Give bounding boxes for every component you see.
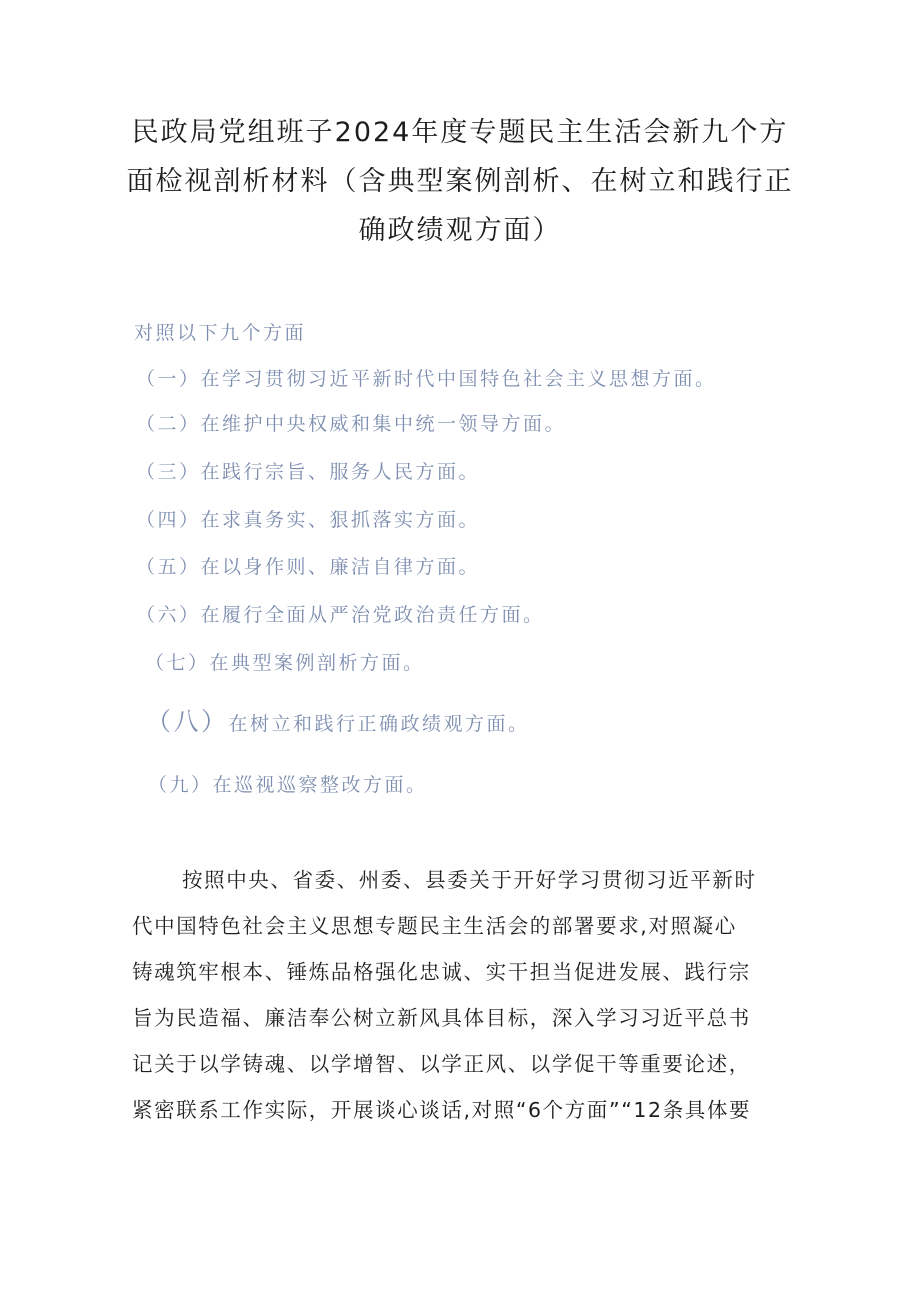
aspect-text: 在维护中央权威和集中统一领导方面。 <box>200 413 567 435</box>
body-line-2: 代中国特色社会主义思想专题民主生活会的部署要求,对照凝心 <box>132 914 737 938</box>
body-line-3: 铸魂筑牢根本、锤炼品格强化忠诚、实干担当促进发展、践行宗 <box>132 960 751 984</box>
body-line-1: 按照中央、省委、州委、县委关于开好学习贯彻习近平新时 <box>182 868 757 892</box>
aspect-item-5 <box>136 552 480 579</box>
title-line-2: 面检视剖析材料（含典型案例剖析、在树立和践行正 <box>126 166 794 197</box>
aspects-heading: 对照以下九个方面 <box>134 322 307 344</box>
title-line-3: 确政绩观方面） <box>358 215 562 246</box>
aspect-text: 在典型案例剖析方面。 <box>209 652 425 674</box>
body-line-5: 记关于以学铸魂、以学增智、以学正风、以学促干等重要论述， <box>132 1052 751 1076</box>
aspect-number: （二） <box>136 413 201 435</box>
body-line-4: 旨为民造福、廉洁奉公树立新风具体目标，深入学习习近平总书 <box>132 1006 751 1030</box>
aspect-item-9 <box>148 770 428 797</box>
aspect-number: （一） <box>136 368 201 390</box>
aspect-number: （三） <box>136 461 201 483</box>
aspect-item-4 <box>136 505 480 532</box>
aspect-item-1 <box>136 364 717 391</box>
aspect-item-8 <box>146 702 530 738</box>
aspect-item-2 <box>136 409 566 436</box>
aspect-text: 在践行宗旨、服务人民方面。 <box>200 461 481 483</box>
aspect-number: （六） <box>136 604 201 626</box>
aspect-item-3 <box>136 457 480 484</box>
body-paragraph <box>132 857 792 1133</box>
aspect-text: 在求真务实、狠抓落实方面。 <box>200 509 481 531</box>
aspect-text: 在树立和践行正确政绩观方面。 <box>228 713 530 735</box>
aspect-text: 在履行全面从严治党政治责任方面。 <box>200 604 545 626</box>
aspect-text: 在学习贯彻习近平新时代中国特色社会主义思想方面。 <box>200 368 717 390</box>
aspect-number: （七） <box>145 652 210 674</box>
aspect-item-6 <box>136 600 545 627</box>
aspect-text: 在巡视巡察整改方面。 <box>212 774 428 796</box>
aspect-item-7 <box>145 648 425 675</box>
aspect-number: （八） <box>146 707 229 736</box>
aspect-text: 在以身作则、廉洁自律方面。 <box>200 556 481 578</box>
title-line-1: 民政局党组班子2024年度专题民主生活会新九个方 <box>131 117 789 148</box>
aspect-number: （九） <box>148 774 213 796</box>
aspect-number: （五） <box>136 556 201 578</box>
aspect-number: （四） <box>136 509 201 531</box>
body-line-6: 紧密联系工作实际，开展谈心谈话,对照“6个方面”“12条具体要 <box>132 1098 752 1122</box>
document-title <box>120 108 800 255</box>
